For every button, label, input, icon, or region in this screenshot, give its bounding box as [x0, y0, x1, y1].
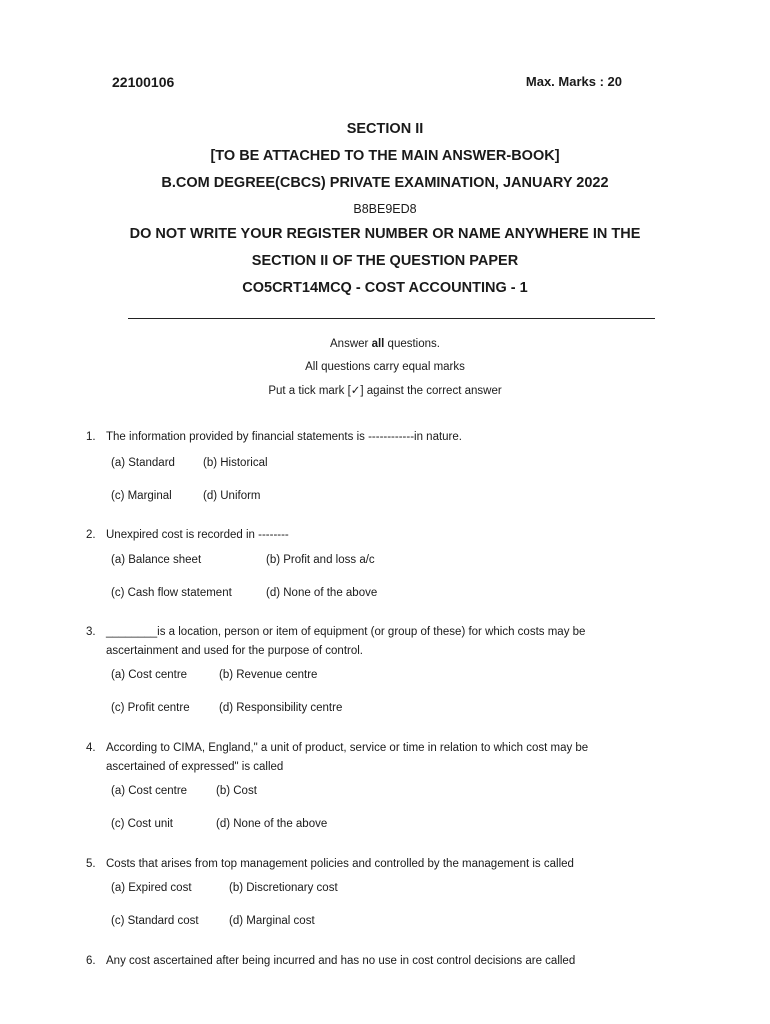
- question-text: ________is a location, person or item of equipment (or group of these) for which costs may be ascertainment and used for the purpose of control.: [106, 626, 586, 657]
- instruction-tick-mark: Put a tick mark [✓] against the correct answer: [268, 385, 502, 397]
- q2-option-a[interactable]: (a) Balance sheet: [111, 554, 202, 566]
- q2-option-b[interactable]: (b) Profit and loss a/c: [266, 554, 375, 566]
- q4-option-d[interactable]: (d) None of the above: [216, 818, 328, 830]
- course-title: CO5CRT14MCQ - COST ACCOUNTING - 1: [242, 280, 528, 296]
- question-number: 2.: [86, 529, 96, 541]
- question-number: 4.: [86, 742, 96, 754]
- exam-title: B.COM DEGREE(CBCS) PRIVATE EXAMINATION, JANUARY 2022: [161, 175, 609, 191]
- q2-option-c[interactable]: (c) Cash flow statement: [111, 587, 232, 599]
- q5-option-a[interactable]: (a) Expired cost: [111, 882, 192, 894]
- header-row: [112, 74, 622, 92]
- q1-option-c[interactable]: (c) Marginal: [111, 490, 172, 502]
- paper-code: B8BE9ED8: [353, 202, 417, 216]
- q4-option-a[interactable]: (a) Cost centre: [111, 785, 188, 797]
- question-text: According to CIMA, England," a unit of product, service or time in relation to which cost may be ascertained of expressed" is called: [106, 742, 589, 773]
- max-marks: Max. Marks : 20: [525, 74, 622, 89]
- q3-option-c[interactable]: (c) Profit centre: [111, 702, 190, 714]
- q4-option-c[interactable]: (c) Cost unit: [111, 818, 173, 830]
- warning-line-1: DO NOT WRITE YOUR REGISTER NUMBER OR NAME ANYWHERE IN THE: [129, 226, 641, 242]
- warning-line-2: SECTION II OF THE QUESTION PAPER: [251, 253, 519, 269]
- q5-option-d[interactable]: (d) Marginal cost: [229, 915, 315, 927]
- q4-option-b[interactable]: (b) Cost: [216, 785, 257, 797]
- question-text: Costs that arises from top management policies and controlled by the management is called: [106, 858, 574, 870]
- q1-option-a[interactable]: (a) Standard: [111, 457, 175, 469]
- q3-option-d[interactable]: (d) Responsibility centre: [219, 702, 343, 714]
- question-number: 1.: [86, 431, 96, 443]
- paper-serial-code: 22100106: [112, 74, 175, 90]
- question-text: The information provided by financial statements is ------------in nature.: [106, 431, 462, 443]
- q3-option-a[interactable]: (a) Cost centre: [111, 669, 188, 681]
- q1-option-d[interactable]: (d) Uniform: [203, 490, 261, 502]
- question-number: 6.: [86, 955, 96, 967]
- divider-line: [128, 318, 655, 319]
- attach-note: [TO BE ATTACHED TO THE MAIN ANSWER-BOOK]: [210, 148, 560, 164]
- section-title: SECTION II: [346, 121, 424, 137]
- question-text: Unexpired cost is recorded in --------: [106, 529, 289, 541]
- q5-option-c[interactable]: (c) Standard cost: [111, 915, 199, 927]
- q1-option-b[interactable]: (b) Historical: [203, 457, 268, 469]
- question-number: 5.: [86, 858, 96, 870]
- instruction-equal-marks: All questions carry equal marks: [305, 361, 465, 373]
- instruction-answer-all: Answer all questions.: [330, 338, 440, 350]
- q5-option-b[interactable]: (b) Discretionary cost: [229, 882, 338, 894]
- q2-option-d[interactable]: (d) None of the above: [266, 587, 378, 599]
- q3-option-b[interactable]: (b) Revenue centre: [219, 669, 318, 681]
- question-number: 3.: [86, 626, 96, 638]
- question-text: Any cost ascertained after being incurred and has no use in cost control decisions are called: [106, 955, 576, 967]
